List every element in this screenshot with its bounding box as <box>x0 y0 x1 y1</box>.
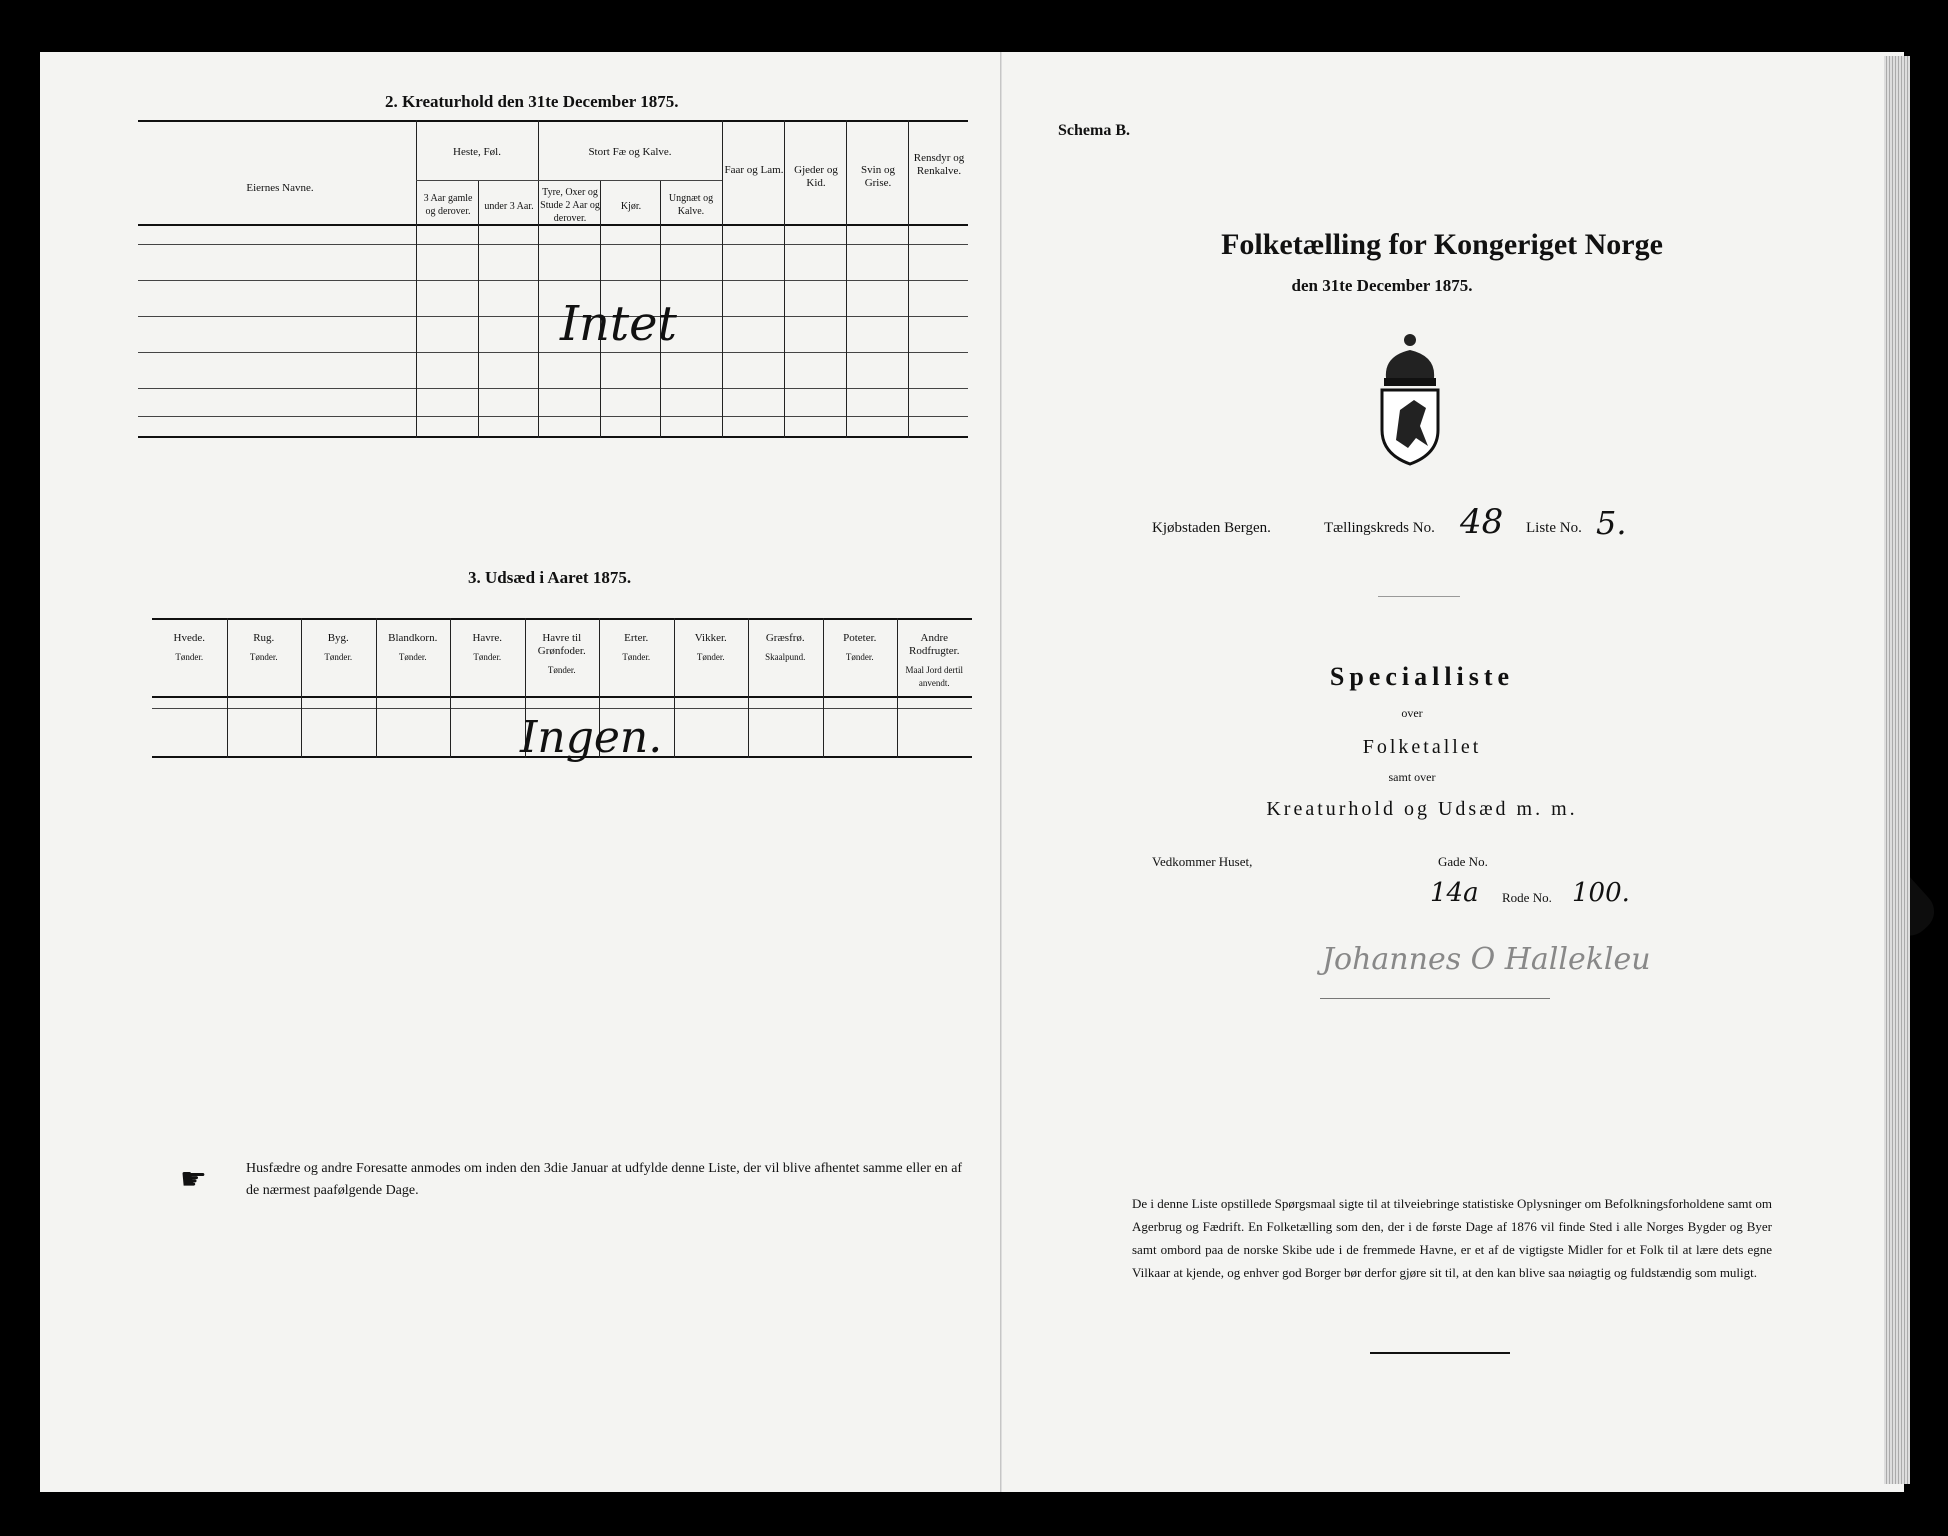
kreaturhold-handwritten: Intet <box>560 296 677 352</box>
table-top-line <box>138 120 968 122</box>
udsaed-col-unit: Tønder. <box>622 652 651 662</box>
udsaed-col-unit: Maal Jord dertil anvendt. <box>905 665 963 688</box>
udsaed-col-2 <box>301 632 376 664</box>
udsaed-col-9 <box>823 632 898 664</box>
schema-label: Schema B. <box>1058 122 1130 139</box>
udsaed-handwritten: Ingen. <box>520 712 663 763</box>
udsaed-col-name: Vikker. <box>694 632 727 644</box>
kreds-label: Tællingskreds No. <box>1324 520 1435 536</box>
udsaed-col-name: Græsfrø. <box>765 632 805 644</box>
udsaed-col-5 <box>525 632 600 677</box>
udsaed-col-name: Havre til Grønfoder. <box>537 632 586 657</box>
udsaed-col-6 <box>599 632 674 664</box>
udsaed-col-0 <box>152 632 227 664</box>
liste-number: 5. <box>1596 504 1627 542</box>
gjeder-header: Gjeder og Kid. <box>794 164 838 189</box>
udsaed-col-name: Byg. <box>327 632 349 644</box>
udsaed-col-7 <box>674 632 749 664</box>
pointing-hand-icon: ☛ <box>180 1163 207 1196</box>
udsaed-col-name: Andre Rodfrugter. <box>909 632 960 657</box>
signature: Johannes O Hallekleu <box>1322 942 1651 977</box>
stortfae-b-header: Kjør. <box>620 201 642 212</box>
over-1: over <box>1401 706 1423 720</box>
main-title: Folketælling for Kongeriget Norge <box>1221 228 1663 261</box>
udsaed-col-1 <box>227 632 302 664</box>
kreaturhold-title: 2. Kreaturhold den 31te December 1875. <box>385 92 679 111</box>
udsaed-col-unit: Skaalpund. <box>765 652 806 662</box>
udsaed-title: 3. Udsæd i Aaret 1875. <box>468 568 632 587</box>
udsaed-col-unit: Tønder. <box>324 652 353 662</box>
udsaed-col-name: Blandkorn. <box>388 632 438 644</box>
udsaed-col-4 <box>450 632 525 664</box>
udsaed-col-unit: Tønder. <box>696 652 725 662</box>
body-text: De i denne Liste opstillede Spørgsmaal sigte til at tilveiebringe statistiske Oplysninger om Befolkningsforholdene samt om Agerbrug og Fædrift. En Folketælling som den, der i de første Dage af 1876 vil finde Sted i alle Norges Bygder og Byer samt ombord paa de norske Skibe ude i de fremmede Havne, er et af de vigtigste Midler for et Folk til at lære dets egne Vilkaar at kjende, og enhver god Borger bør derfor gjøre sit til, at den kan blive saa nøiagtig og fuldstændig som muligt. <box>1132 1196 1772 1280</box>
kjobstad-label: Kjøbstaden Bergen. <box>1152 520 1271 536</box>
folketallet-text: Folketallet <box>1362 736 1482 758</box>
udsaed-col-name: Havre. <box>472 632 503 644</box>
table-bottom-line <box>138 436 968 438</box>
udsaed-col-name: Erter. <box>624 632 649 644</box>
right-page <box>1002 52 1904 1492</box>
udsaed-col-unit: Tønder. <box>175 652 204 662</box>
notice-text: Husfædre og andre Foresatte anmodes om inden den 3die Januar at udfylde denne Liste, der vil blive afhentet samme eller en af de nærmest paafølgende Dage. <box>246 1161 963 1198</box>
stortfae-group-header: Stort Fæ og Kalve. <box>588 146 672 158</box>
liste-label: Liste No. <box>1526 520 1582 536</box>
udsaed-top-line <box>152 618 972 620</box>
heste-b-header: under 3 Aar. <box>484 201 534 212</box>
rensdyr-header: Rensdyr og Renkalve. <box>913 152 965 177</box>
page-stack-edge <box>1884 56 1910 1484</box>
udsaed-col-10 <box>897 632 972 690</box>
heste-group-header: Heste, Føl. <box>453 146 501 158</box>
rode-number: 100. <box>1572 878 1630 908</box>
udsaed-col-unit: Tønder. <box>473 652 502 662</box>
gade-label: Gade No. <box>1438 854 1488 869</box>
vedkommer-label: Vedkommer Huset, <box>1152 854 1253 869</box>
udsaed-col-name: Rug. <box>253 632 275 644</box>
main-date: den 31te December 1875. <box>1291 276 1473 295</box>
samt-over: samt over <box>1388 770 1436 784</box>
stortfae-a-header: Tyre, Oxer og Stude 2 Aar og derover. <box>540 187 600 224</box>
kreds-number: 48 <box>1460 502 1504 542</box>
udsaed-col-8 <box>748 632 823 664</box>
closing-line <box>1370 1352 1510 1354</box>
col-owner-header: Eiernes Navne. <box>246 182 314 194</box>
udsaed-col-3 <box>376 632 451 664</box>
udsaed-header-line <box>152 696 972 698</box>
udsaed-col-unit: Tønder. <box>547 665 576 675</box>
rode-prefix: 14a <box>1430 878 1479 908</box>
left-page <box>40 52 1002 1492</box>
udsaed-col-name: Hvede. <box>173 632 205 644</box>
udsaed-col-name: Poteter. <box>843 632 877 644</box>
rode-label: Rode No. <box>1502 890 1552 905</box>
udsaed-col-unit: Tønder. <box>845 652 874 662</box>
udsaed-col-unit: Tønder. <box>398 652 427 662</box>
specialliste-title: Specialliste <box>1329 662 1515 691</box>
udsaed-col-unit: Tønder. <box>249 652 278 662</box>
coat-of-arms-icon <box>1370 330 1450 470</box>
faar-header: Faar og Lam. <box>724 164 784 176</box>
kreaturhold-subtitle: Kreaturhold og Udsæd m. m. <box>1266 798 1578 820</box>
stortfae-c-header: Ungnæt og Kalve. <box>668 193 714 217</box>
svin-header: Svin og Grise. <box>861 164 895 189</box>
heste-a-header: 3 Aar gamle og derover. <box>423 193 473 217</box>
